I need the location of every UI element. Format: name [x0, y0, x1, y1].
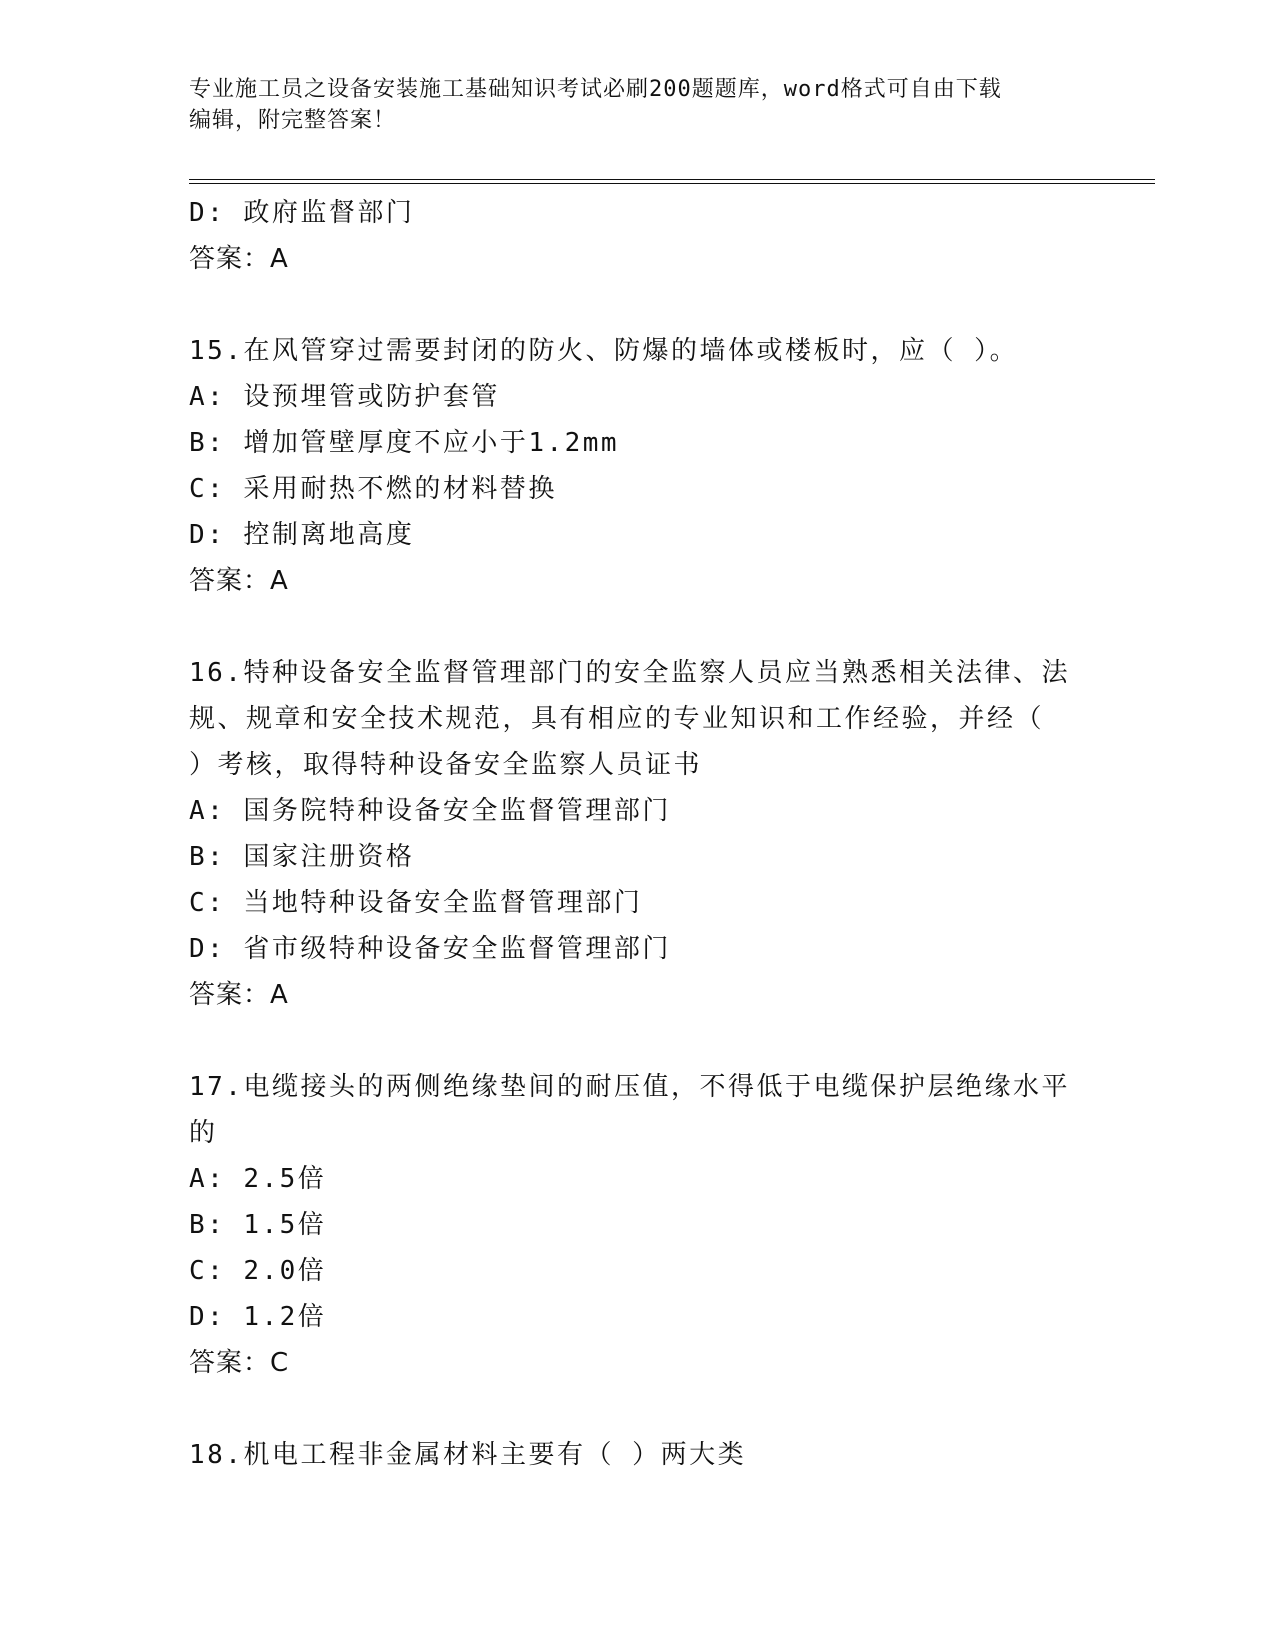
- option-letter: D:: [189, 934, 226, 964]
- document-header: [189, 74, 1089, 136]
- option-letter: B:: [189, 842, 226, 872]
- option-b: [189, 1202, 1089, 1248]
- option-letter: C:: [189, 1256, 226, 1286]
- option-text: 控制离地高度: [243, 520, 415, 550]
- option-c: [189, 466, 1089, 512]
- option-text: 2.0倍: [243, 1256, 327, 1286]
- header-divider-bottom: [189, 183, 1155, 184]
- option-text: 国务院特种设备安全监督管理部门: [243, 796, 671, 826]
- option-text: 1.2倍: [243, 1302, 327, 1332]
- question-stem-line-2: 的: [189, 1118, 218, 1148]
- spacer: [189, 1018, 1089, 1064]
- header-title-line-2: 编辑，附完整答案！: [189, 108, 397, 133]
- header-title-line-1: 专业施工员之设备安装施工基础知识考试必刷200题题库，word格式可自由下载: [189, 77, 1002, 102]
- option-letter: B:: [189, 428, 226, 458]
- option-text: 2.5倍: [243, 1164, 327, 1194]
- option-letter: A:: [189, 382, 226, 412]
- option-letter: B:: [189, 1210, 226, 1240]
- option-a: [189, 374, 1089, 420]
- question-stem-line-2: 规、规章和安全技术规范，具有相应的专业知识和工作经验，并经（: [189, 704, 1045, 734]
- option-text: 设预埋管或防护套管: [243, 382, 500, 412]
- question-stem: 15.在风管穿过需要封闭的防火、防爆的墙体或楼板时，应（ ）。: [189, 336, 1019, 366]
- option-a: [189, 1156, 1089, 1202]
- option-letter: D:: [189, 198, 226, 228]
- option-d: [189, 190, 1089, 236]
- answer-line: 答案：C: [189, 1348, 290, 1378]
- option-letter: D:: [189, 1302, 226, 1332]
- option-d: [189, 512, 1089, 558]
- question-stem-line-1: 17.电缆接头的两侧绝缘垫间的耐压值，不得低于电缆保护层绝缘水平: [189, 1072, 1070, 1102]
- option-a: [189, 788, 1089, 834]
- answer-line: 答案：A: [189, 244, 289, 274]
- option-text: 国家注册资格: [243, 842, 415, 872]
- option-letter: A:: [189, 1164, 226, 1194]
- answer-line: 答案：A: [189, 980, 289, 1010]
- option-letter: C:: [189, 888, 226, 918]
- answer-line: 答案：A: [189, 566, 289, 596]
- option-d: [189, 1294, 1089, 1340]
- option-letter: C:: [189, 474, 226, 504]
- option-letter: A:: [189, 796, 226, 826]
- option-d: [189, 926, 1089, 972]
- question-stem-line-1: 16.特种设备安全监督管理部门的安全监察人员应当熟悉相关法律、法: [189, 658, 1070, 688]
- spacer: [189, 282, 1089, 328]
- option-text: 增加管壁厚度不应小于1.2mm: [243, 428, 620, 458]
- option-c: [189, 880, 1089, 926]
- option-text: 当地特种设备安全监督管理部门: [243, 888, 643, 918]
- option-text: 1.5倍: [243, 1210, 327, 1240]
- option-text: 采用耐热不燃的材料替换: [243, 474, 557, 504]
- option-b: [189, 834, 1089, 880]
- option-letter: D:: [189, 520, 226, 550]
- question-stem-line-3: ）考核，取得特种设备安全监察人员证书: [189, 750, 703, 780]
- option-c: [189, 1248, 1089, 1294]
- option-text: 政府监督部门: [243, 198, 415, 228]
- header-divider-top: [189, 179, 1155, 180]
- spacer: [189, 1386, 1089, 1432]
- option-text: 省市级特种设备安全监督管理部门: [243, 934, 671, 964]
- option-b: [189, 420, 1089, 466]
- question-stem: 18.机电工程非金属材料主要有（ ）两大类: [189, 1440, 747, 1470]
- spacer: [189, 604, 1089, 650]
- question-list: [189, 190, 1089, 1478]
